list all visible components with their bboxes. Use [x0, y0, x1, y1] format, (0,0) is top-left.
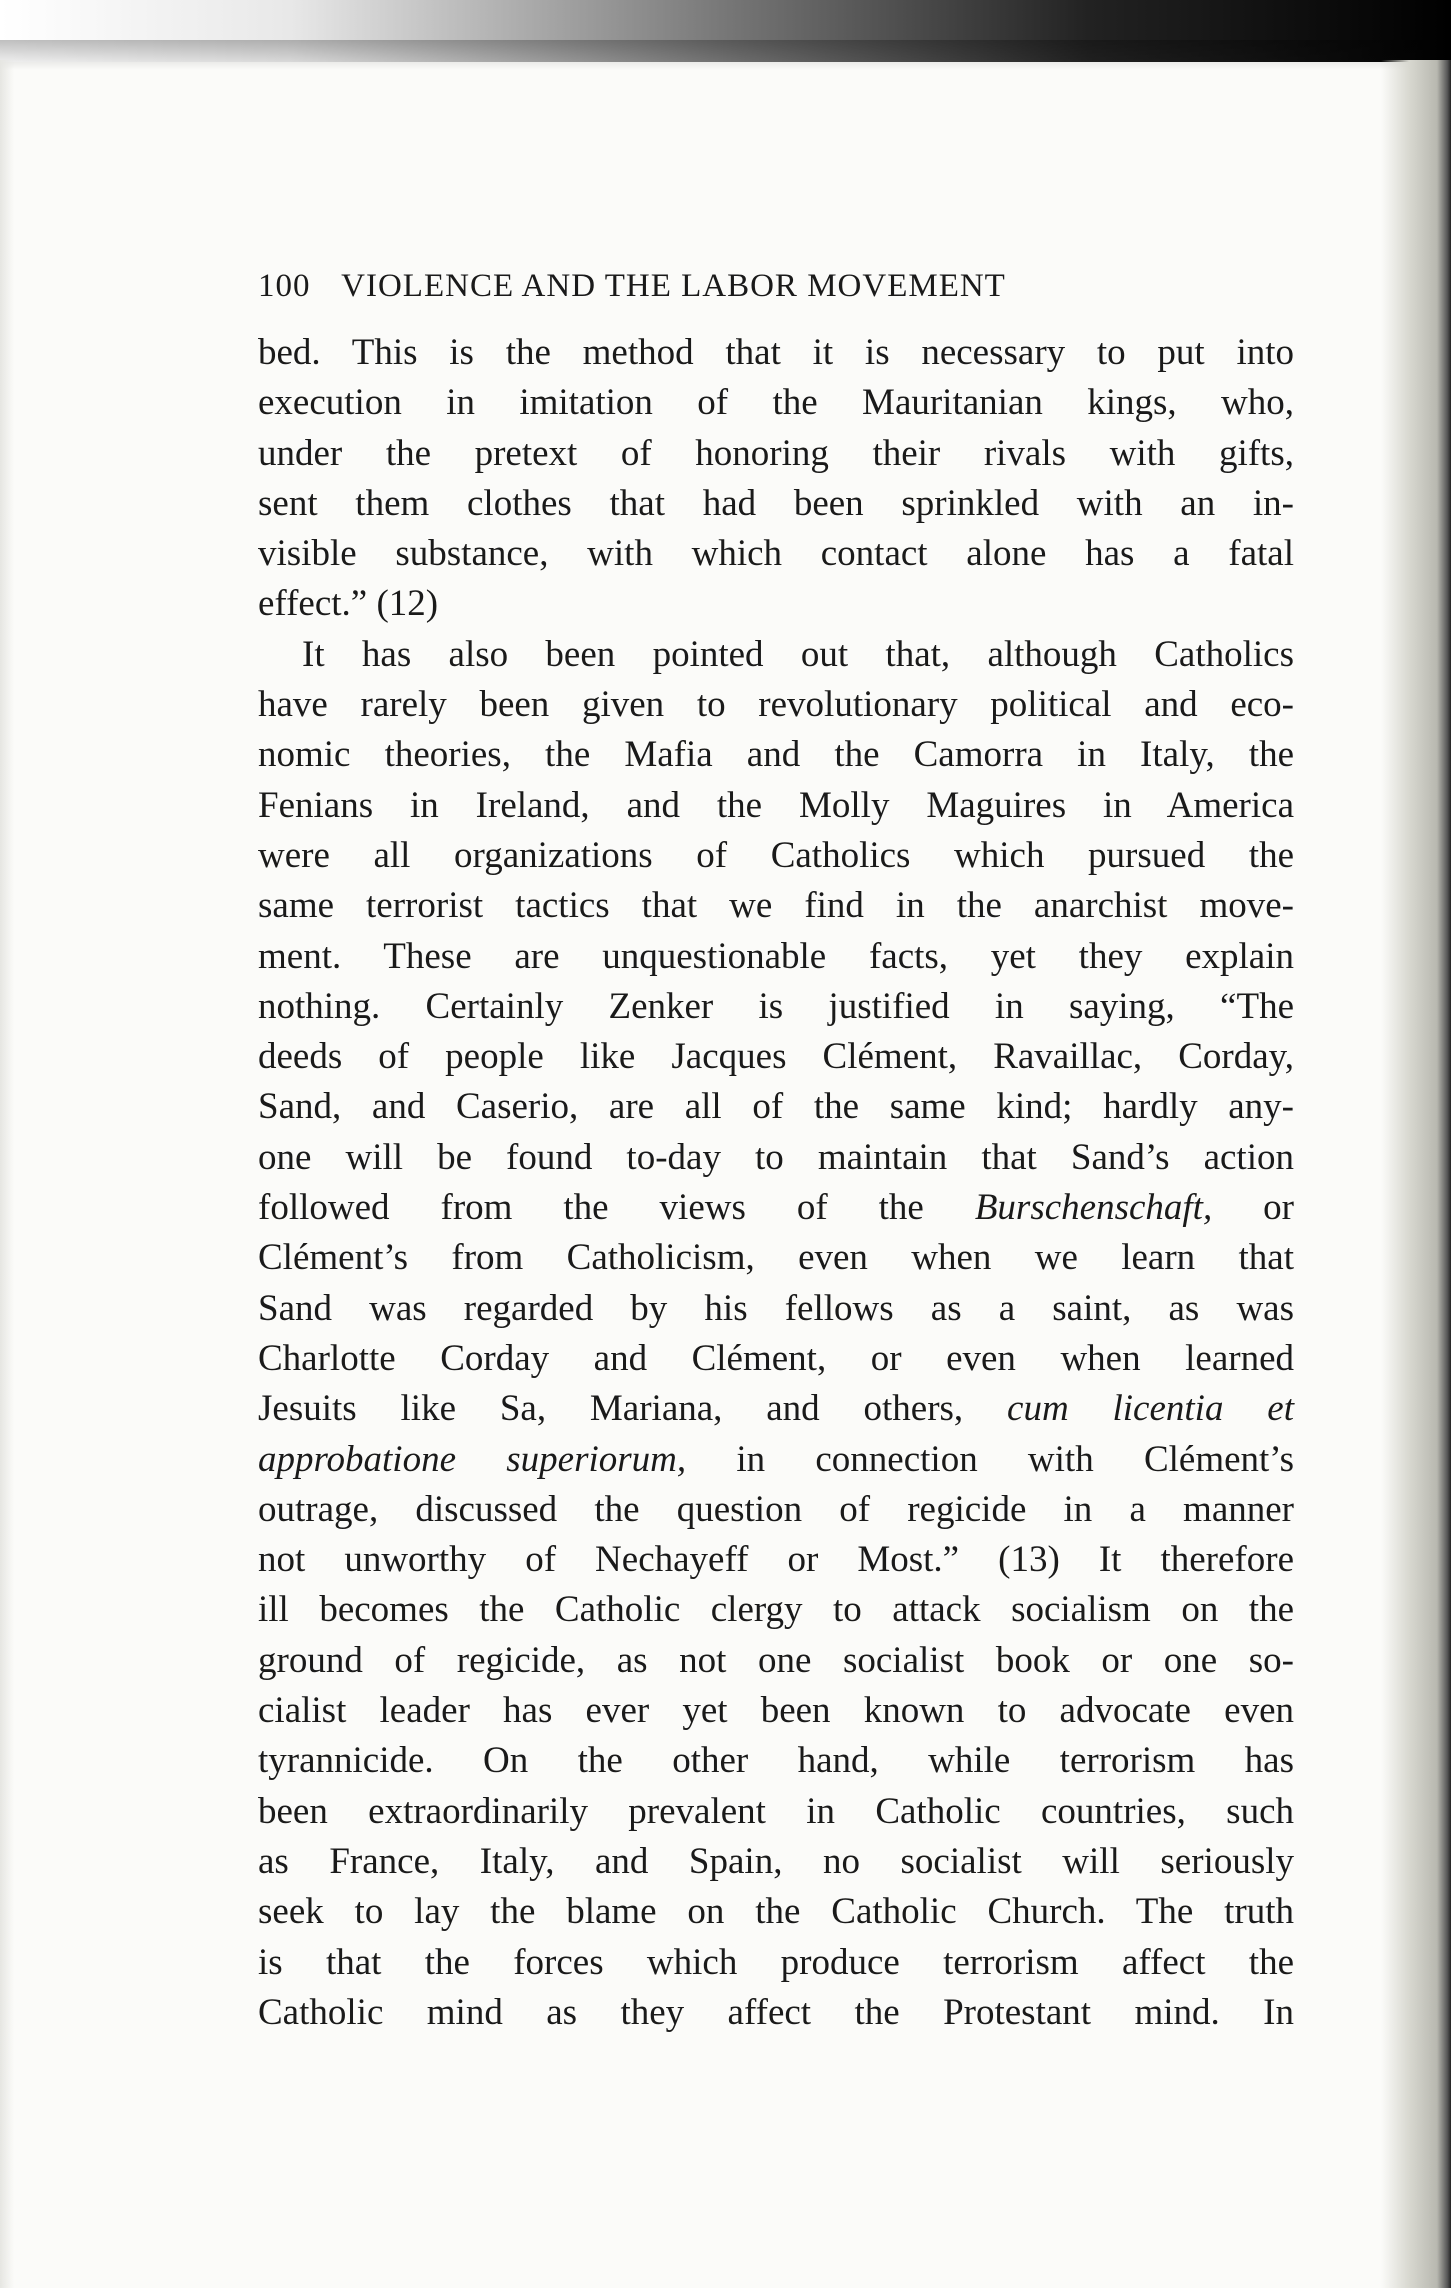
text-line: [258, 1938, 1294, 1988]
text-run: nothing. Certainly Zenker is justified in saying, “The: [258, 985, 1294, 1027]
text-line: [258, 1837, 1294, 1887]
text-run: ground of regicide, as not one socialist book or one so-: [258, 1639, 1294, 1681]
text-line: [258, 1787, 1294, 1837]
text-run: Fenians in Ireland, and the Molly Maguires in America: [258, 784, 1294, 826]
text-run: sent them clothes that had been sprinkled with an in-: [258, 482, 1294, 524]
text-line: [258, 479, 1294, 529]
text-run: followed from the views of the: [258, 1187, 975, 1229]
italic-run: Burschenschaft,: [974, 1187, 1213, 1229]
text-run: bed. This is the method that it is necessary to put into: [258, 332, 1294, 373]
text-line: [258, 378, 1294, 428]
text-line: [258, 982, 1294, 1032]
text-run: or: [1212, 1187, 1294, 1229]
text-run: as France, Italy, and Spain, no socialist will seriously: [258, 1840, 1294, 1882]
text-run: It has also been pointed out that, although Catholics: [302, 633, 1294, 675]
body-text: [258, 328, 1294, 2038]
text-run: seek to lay the blame on the Catholic Church. The truth: [258, 1891, 1294, 1933]
page-number: 100: [258, 268, 311, 304]
text-line: [258, 1334, 1294, 1384]
text-line: [258, 1485, 1294, 1535]
text-run: deeds of people like Jacques Clément, Ravaillac, Corday,: [258, 1036, 1294, 1078]
scan-top-shadow-fade: [0, 40, 1451, 70]
text-run: is that the forces which produce terrorism affect the: [258, 1941, 1294, 1983]
text-line: [258, 1435, 1294, 1485]
text-line: [258, 730, 1294, 780]
italic-run: cum licentia et: [1007, 1388, 1294, 1430]
running-header: [258, 268, 1298, 305]
text-line: [258, 680, 1294, 730]
text-line: [258, 630, 1294, 680]
text-run: Sand was regarded by his fellows as a saint, as was: [258, 1287, 1294, 1329]
text-line: [258, 1887, 1294, 1937]
text-run: one will be found to-day to maintain that Sand’s action: [258, 1136, 1294, 1178]
text-run: ill becomes the Catholic clergy to attack socialism on the: [258, 1589, 1294, 1631]
text-line: [258, 1535, 1294, 1585]
scan-right-edge-gutter: [1381, 60, 1451, 2288]
text-line: [258, 932, 1294, 982]
text-line: [258, 1686, 1294, 1736]
text-line: [258, 831, 1294, 881]
text-line: [258, 1183, 1294, 1233]
scan-left-edge: [0, 60, 14, 2288]
text-run: effect.” (12): [258, 583, 439, 625]
text-run: outrage, discussed the question of regicide in a manner: [258, 1488, 1294, 1530]
text-run: not unworthy of Nechayeff or Most.” (13) It therefore: [258, 1539, 1294, 1581]
text-run: Catholic mind as they affect the Protestant mind. In: [258, 1991, 1294, 2033]
text-run: ment. These are unquestionable facts, yet they explain: [258, 935, 1294, 977]
text-run: Charlotte Corday and Clément, or even when learned: [258, 1337, 1294, 1379]
text-line: [258, 529, 1294, 579]
text-run: tyrannicide. On the other hand, while terrorism has: [258, 1740, 1294, 1782]
text-line: [258, 1636, 1294, 1686]
italic-run: approbatione superiorum,: [258, 1438, 687, 1480]
text-run: Sand, and Caserio, are all of the same kind; hardly any-: [258, 1086, 1294, 1128]
text-line: [258, 328, 1294, 378]
text-run: been extraordinarily prevalent in Catholic countries, such: [258, 1790, 1294, 1832]
text-run: Jesuits like Sa, Mariana, and others,: [258, 1388, 1008, 1430]
text-run: execution in imitation of the Mauritanian kings, who,: [258, 382, 1294, 424]
text-run: visible substance, with which contact alone has a fatal: [258, 533, 1294, 575]
text-line: [258, 1133, 1294, 1183]
text-run: in connection with Clément’s: [686, 1438, 1294, 1480]
text-run: cialist leader has ever yet been known to advocate even: [258, 1690, 1294, 1732]
text-line: [258, 1384, 1294, 1434]
running-title: VIOLENCE AND THE LABOR MOVEMENT: [341, 268, 1006, 304]
text-run: same terrorist tactics that we find in the anarchist move-: [258, 885, 1294, 927]
text-run: have rarely been given to revolutionary political and eco-: [258, 684, 1294, 726]
text-run: Clément’s from Catholicism, even when we learn that: [258, 1237, 1294, 1279]
text-line: [258, 881, 1294, 931]
text-run: under the pretext of honoring their rivals with gifts,: [258, 432, 1294, 474]
text-line: [258, 1736, 1294, 1786]
text-line: [258, 579, 1294, 629]
text-line: [258, 781, 1294, 831]
text-line: [258, 1032, 1294, 1082]
text-line: [258, 1585, 1294, 1635]
text-line: [258, 1988, 1294, 2038]
text-line: [258, 429, 1294, 479]
text-run: nomic theories, the Mafia and the Camorra in Italy, the: [258, 734, 1294, 776]
text-line: [258, 1233, 1294, 1283]
text-run: were all organizations of Catholics which pursued the: [258, 834, 1294, 876]
text-line: [258, 1082, 1294, 1132]
text-line: [258, 1284, 1294, 1334]
